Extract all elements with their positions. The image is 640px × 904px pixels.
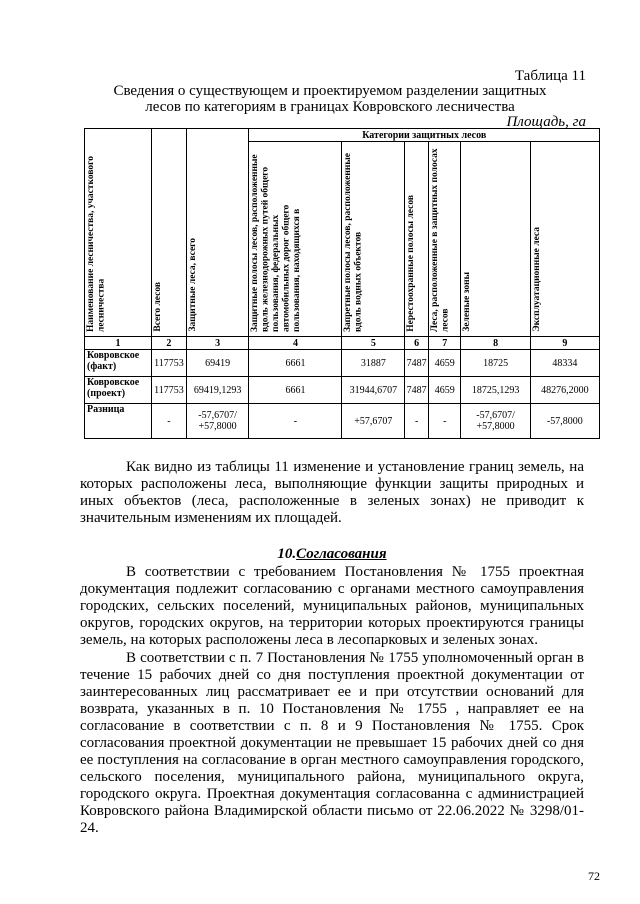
col-header-water-strips: Запретные полосы лесов, расположенные вдоль водных объектов [342, 142, 405, 337]
table-cell: 4659 [429, 350, 461, 377]
col-number: 7 [429, 337, 461, 350]
table-cell: - [405, 404, 429, 439]
table-cell: -57,8000 [530, 404, 599, 439]
section-number: 10. [277, 546, 297, 562]
table-row [85, 377, 600, 404]
column-numbers-row [85, 337, 600, 350]
table-cell: 7487 [405, 377, 429, 404]
table-cell: -57,6707/ +57,8000 [186, 404, 249, 439]
table-row [85, 350, 600, 377]
table-cell: 18725,1293 [461, 377, 530, 404]
row-name: Ковровское (факт) [85, 350, 152, 377]
page-number: 72 [588, 869, 600, 883]
paragraph-text: В соответствии с п. 7 Постановления № 1755 уполномоченный орган в течение 15 рабочих дней со дня поступления проектной документации от заинтересованных лиц рассматривает ее и при отсутствии оснований для возврата, указанных в п. 10 Постановления № 1755 , направляет ее на согласование в соответствии с п. 8 и 9 Постановления № 1755. Срок согласования проектной документации не превышает 15 рабочих дней со дня ее поступления на согласование в орган местного самоуправления городского, сельского поселения, муниципального района, муниципального округа, городского округа. Проектная документация согласованна с администрацией Ковровского района Владимирской области письмо от 22.06.2022 № 3298/01-24. [80, 650, 584, 836]
category-header: Категории защитных лесов [249, 129, 600, 142]
table-cell: 6661 [249, 377, 342, 404]
table-cell: - [249, 404, 342, 439]
paragraph-procedure [80, 650, 584, 837]
col-header-name: Наименование лесничества, участкового лесничества [85, 129, 152, 337]
title-line-1: Сведения о существующем и проектируемом разделении защитных [113, 83, 547, 99]
table-cell: -57,6707/ +57,8000 [461, 404, 530, 439]
table-label: Таблица 11 [514, 68, 586, 84]
col-number: 5 [342, 337, 405, 350]
col-number: 6 [405, 337, 429, 350]
table-cell: 31887 [342, 350, 405, 377]
table-cell: 69419 [186, 350, 249, 377]
col-header-total: Всего лесов [152, 129, 187, 337]
units-label: Площадь, га [506, 114, 586, 130]
table-cell: - [152, 404, 187, 439]
col-header-exploitation: Эксплуатационные леса [530, 142, 599, 337]
table-title [80, 83, 580, 115]
col-header-spawning: Нерестоохранные полосы лесов [405, 142, 429, 337]
table-cell: 117753 [152, 350, 187, 377]
col-number: 9 [530, 337, 599, 350]
col-header-green-zones: Зеленые зоны [461, 142, 530, 337]
table-cell: - [429, 404, 461, 439]
table-cell: 4659 [429, 377, 461, 404]
section-title: Согласования [296, 546, 387, 562]
col-number: 8 [461, 337, 530, 350]
table-cell: 31944,6707 [342, 377, 405, 404]
table-cell: 48276,2000 [530, 377, 599, 404]
table-cell: 7487 [405, 350, 429, 377]
paragraph-text: В соответствии с требованием Постановления № 1755 проектная документация подлежит согласованию с органами местного самоуправления городских, сельских поселений, муниципальных районов, муниципальных округов, городских округов, на территории которых проектируются границы земель, на которых расположены леса в лесопарковых и зеленых зонах. [80, 564, 584, 648]
row-name: Ковровское (проект) [85, 377, 152, 404]
col-number: 4 [249, 337, 342, 350]
paragraph-text: Как видно из таблицы 11 изменение и установление границ земель, на которых расположены леса, выполняющие функции защиты природных и иных объектов (леса, расположенные в зеленых зонах) не приводит к значительным изменениям их площадей. [80, 459, 584, 526]
table-cell: 18725 [461, 350, 530, 377]
section-heading [80, 546, 584, 563]
table-cell: 117753 [152, 377, 187, 404]
col-header-road-strips: Защитные полосы лесов, расположенные вдоль железнодорожных путей общего пользования, федеральных автомобильных дорог общего пользования, находящихся в [249, 142, 342, 337]
col-number: 3 [186, 337, 249, 350]
col-number: 1 [85, 337, 152, 350]
forest-categories-table [84, 128, 600, 439]
col-number: 2 [152, 337, 187, 350]
paragraph-table-conclusion [80, 459, 584, 527]
table-row [85, 404, 600, 439]
paragraph-requirement [80, 564, 584, 649]
table-cell: 48334 [530, 350, 599, 377]
table-cell: +57,6707 [342, 404, 405, 439]
col-header-protective-total: Защитные леса, всего [186, 129, 249, 337]
row-name: Разница [85, 404, 152, 439]
title-line-2: лесов по категориям в границах Ковровского лесничества [145, 99, 515, 115]
col-header-in-strips: Леса, расположенные в защитных полосах лесов [429, 142, 461, 337]
table-cell: 6661 [249, 350, 342, 377]
table-cell: 69419,1293 [186, 377, 249, 404]
